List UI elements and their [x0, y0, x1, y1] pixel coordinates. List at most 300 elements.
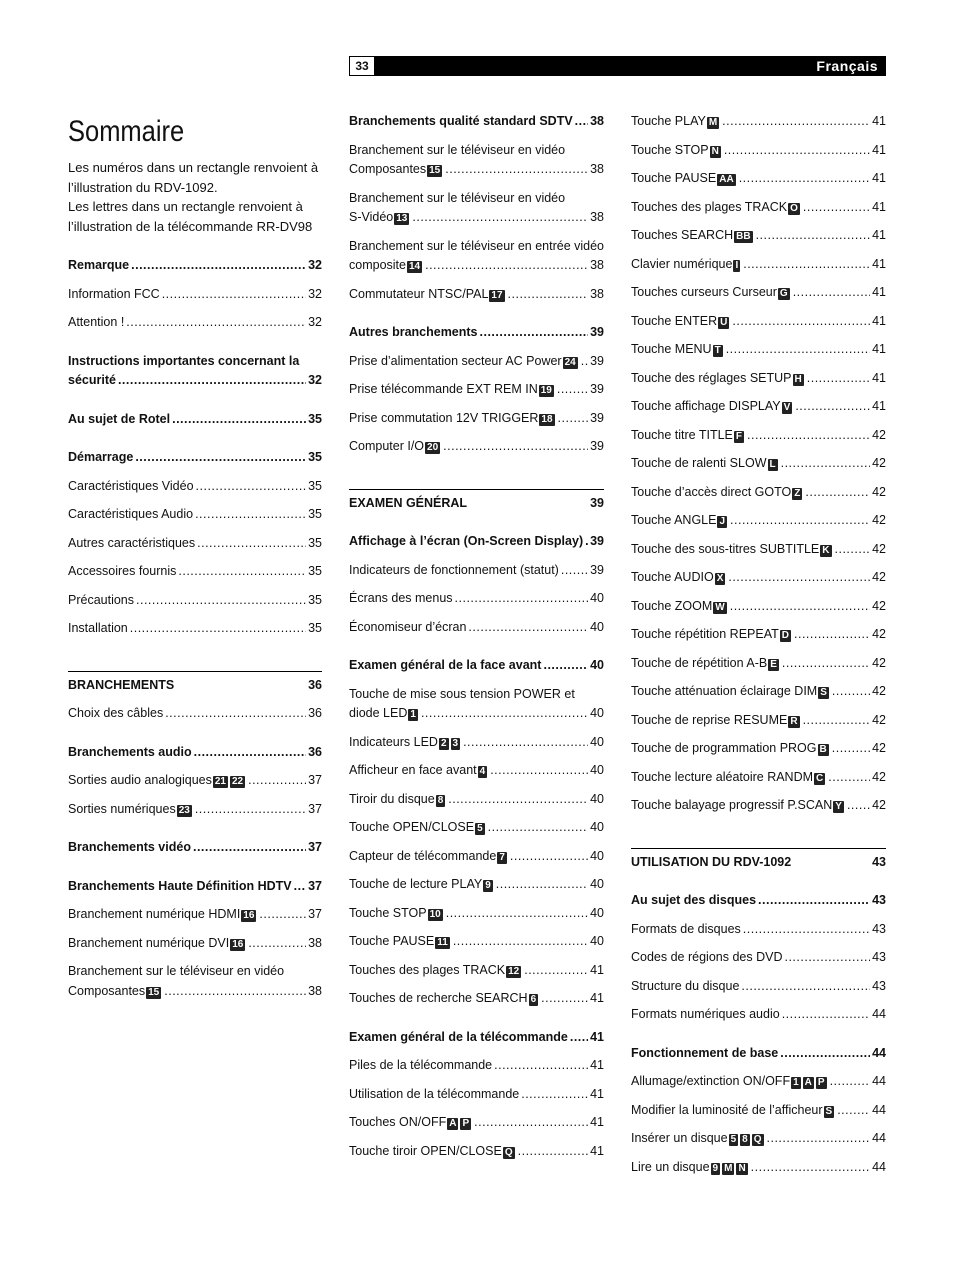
- toc-subheading[interactable]: [68, 838, 322, 858]
- toc-entry[interactable]: [68, 534, 322, 554]
- toc-entry[interactable]: [631, 597, 886, 617]
- entry-text: Touche de ralenti SLOW: [631, 456, 767, 470]
- entry-text: Caractéristiques Vidéo: [68, 478, 194, 493]
- toc-entry[interactable]: [631, 169, 886, 189]
- intro-text: [68, 158, 322, 236]
- entry-page: 41: [872, 228, 886, 242]
- toc-column-3: [631, 112, 886, 1177]
- toc-entry[interactable]: [68, 313, 322, 333]
- entry-page: 39: [590, 382, 604, 396]
- entry-text: Fonctionnement de base: [631, 1045, 779, 1060]
- toc-entry[interactable]: [631, 1005, 886, 1025]
- dot-leader: [194, 743, 306, 763]
- dot-leader: [448, 790, 588, 810]
- toc-entry[interactable]: [631, 948, 886, 968]
- entry-text: Attention !: [68, 315, 125, 329]
- entry-page: 39: [590, 325, 604, 339]
- entry-text: Touche des sous-titres SUBTITLE: [631, 541, 820, 556]
- toc-entry[interactable]: [349, 733, 604, 753]
- entry-text: Insérer un disque: [631, 1131, 728, 1145]
- toc-entry[interactable]: [631, 454, 886, 474]
- callout-badge: L: [769, 459, 776, 470]
- entry-text: Touche PLAY: [631, 114, 706, 128]
- entry-text: Branchements vidéo: [68, 840, 191, 854]
- entry-page: 41: [872, 370, 886, 385]
- callout-badge: N: [738, 1162, 746, 1174]
- entry-text: Structure du disque: [631, 978, 740, 993]
- toc-entry[interactable]: [631, 1101, 886, 1121]
- entry-page: 43: [872, 921, 886, 936]
- dot-leader: [743, 920, 870, 940]
- entry-text: Accessoires fournis: [68, 564, 177, 578]
- toc-entry[interactable]: [68, 934, 322, 954]
- toc-entry[interactable]: [631, 1129, 886, 1149]
- toc-entry[interactable]: [349, 1113, 604, 1133]
- dot-leader: [794, 625, 870, 645]
- section-label: EXAMEN GÉNÉRAL: [349, 495, 468, 510]
- entry-page: 44: [872, 1131, 886, 1145]
- toc-subheading[interactable]: [349, 656, 604, 676]
- dot-leader: [135, 448, 306, 468]
- toc-entry[interactable]: [631, 796, 886, 816]
- entry-text: Formats de disques: [631, 921, 741, 936]
- toc-subheading[interactable]: [631, 891, 886, 911]
- toc-entry[interactable]: [349, 989, 604, 1009]
- dot-leader: [828, 768, 870, 788]
- dot-leader: [807, 369, 870, 389]
- entry-text: Examen général de la face avant: [349, 658, 542, 672]
- toc-subheading[interactable]: [349, 323, 604, 343]
- callout-badge: A: [449, 1118, 457, 1129]
- toc-entry[interactable]: [68, 704, 322, 724]
- entry-text: Instructions importantes concernant la: [68, 353, 300, 368]
- toc-entry[interactable]: [631, 625, 886, 645]
- entry-page: 32: [308, 286, 322, 301]
- entry-page: 39: [590, 353, 604, 368]
- dot-leader: [518, 1142, 588, 1162]
- toc-entry[interactable]: [349, 141, 604, 180]
- dot-leader: [724, 141, 870, 161]
- dot-leader: [585, 532, 588, 552]
- entry-page: 35: [308, 478, 322, 493]
- entry-page: 38: [308, 983, 322, 998]
- callout-badge: 14: [408, 261, 421, 272]
- toc-entry[interactable]: [631, 1158, 886, 1178]
- callout-badge: T: [714, 345, 721, 356]
- entry-text: Écrans des menus: [349, 591, 453, 605]
- toc-entry[interactable]: [349, 1085, 604, 1105]
- toc-entry[interactable]: [349, 847, 604, 867]
- dot-leader: [781, 454, 870, 474]
- callout-badge: 1: [793, 1077, 799, 1088]
- entry-text: Touches des plages TRACK: [349, 962, 506, 977]
- toc-entry[interactable]: [631, 568, 886, 588]
- dot-leader: [445, 160, 588, 180]
- entry-text: Touche de répétition A-B: [631, 655, 768, 670]
- toc-entry[interactable]: [631, 312, 886, 332]
- toc-entry[interactable]: [349, 352, 604, 372]
- toc-list: [631, 112, 886, 1177]
- toc-subheading[interactable]: [349, 1028, 604, 1048]
- toc-entry[interactable]: [631, 426, 886, 446]
- entry-text: Branchements audio: [68, 744, 192, 759]
- toc-entry[interactable]: [631, 112, 886, 132]
- dot-leader: [782, 1005, 870, 1025]
- toc-section-heading[interactable]: [631, 848, 886, 873]
- dot-leader: [468, 618, 588, 638]
- callout-badge: 22: [231, 776, 244, 787]
- dot-leader: [463, 733, 588, 753]
- entry-text: Touche répétition REPEAT: [631, 627, 779, 641]
- toc-entry[interactable]: [631, 768, 886, 788]
- toc-entry[interactable]: [349, 237, 604, 276]
- dot-leader: [490, 761, 588, 781]
- entry-text: Branchement sur le téléviseur en vidéo: [349, 142, 566, 157]
- callout-badge: R: [790, 715, 798, 727]
- callout-badge: J: [719, 516, 726, 527]
- dot-leader: [581, 352, 588, 372]
- callout-badge: 16: [243, 910, 255, 921]
- toc-entry[interactable]: [349, 285, 604, 305]
- toc-entry[interactable]: [349, 618, 604, 638]
- entry-text: Touche de reprise RESUME: [631, 712, 788, 727]
- entry-page: 40: [590, 658, 604, 672]
- entry-page: 38: [590, 114, 604, 128]
- page-number: 33: [349, 56, 375, 76]
- dot-leader: [541, 989, 588, 1009]
- callout-badge: 11: [437, 937, 448, 948]
- toc-entry[interactable]: [68, 477, 322, 497]
- entry-text: Touches des plages TRACK: [631, 199, 788, 214]
- entry-text: Examen général de la télécommande: [349, 1029, 568, 1044]
- toc-entry[interactable]: [631, 739, 886, 759]
- entry-page: 38: [590, 258, 604, 272]
- toc-entry[interactable]: [68, 505, 322, 525]
- entry-text: Touche STOP: [349, 905, 427, 920]
- callout-badge: Y: [835, 801, 842, 812]
- dot-leader: [421, 704, 588, 724]
- entry-page: 40: [590, 905, 604, 920]
- toc-entry[interactable]: [349, 189, 604, 228]
- toc-entry[interactable]: [68, 905, 322, 925]
- entry-text: Remarque: [68, 258, 130, 272]
- entry-text: Précautions: [68, 592, 135, 607]
- dot-leader: [172, 410, 306, 430]
- toc-subheading[interactable]: [631, 1044, 886, 1064]
- dot-leader: [165, 704, 306, 724]
- entry-text: Touche titre TITLE: [631, 427, 733, 442]
- entry-page: 37: [308, 878, 322, 893]
- dot-leader: [248, 934, 306, 954]
- dot-leader: [747, 426, 870, 446]
- entry-page: 32: [308, 315, 322, 329]
- entry-page: 41: [590, 991, 604, 1005]
- toc-subheading[interactable]: [68, 410, 322, 430]
- entry-text: Branchement sur le téléviseur en entrée vidéo: [349, 238, 605, 253]
- toc-entry[interactable]: [631, 340, 886, 360]
- dot-leader: [521, 1085, 588, 1105]
- toc-entry[interactable]: [349, 932, 604, 952]
- entry-page: 41: [872, 114, 886, 128]
- page-header-bar: [349, 56, 886, 76]
- entry-page: 40: [590, 763, 604, 777]
- dot-leader: [803, 711, 871, 731]
- callout-badge: O: [790, 202, 798, 214]
- toc-entry[interactable]: [349, 437, 604, 457]
- entry-text: Piles de la télécommande: [349, 1058, 493, 1072]
- entry-text: Sorties audio analogiques: [68, 773, 212, 787]
- callout-badge: 15: [429, 165, 441, 176]
- entry-text: Tiroir du disque: [349, 791, 435, 806]
- toc-entry[interactable]: [68, 285, 322, 305]
- entry-page: 43: [872, 893, 886, 907]
- entry-text: Touches SEARCH: [631, 228, 734, 242]
- callout-badge: BB: [736, 231, 751, 242]
- toc-entry[interactable]: [631, 369, 886, 389]
- entry-page: 37: [308, 907, 322, 921]
- callout-badge: N: [711, 145, 719, 157]
- toc-entry[interactable]: [349, 761, 604, 781]
- callout-badge: 8: [742, 1134, 748, 1145]
- dot-leader: [832, 739, 870, 759]
- callout-badge: P: [817, 1077, 825, 1088]
- toc-entry[interactable]: [631, 682, 886, 702]
- dot-leader: [412, 208, 588, 228]
- entry-text: Au sujet des disques: [631, 893, 757, 907]
- section-page: 43: [872, 854, 886, 869]
- callout-badge: B: [819, 744, 827, 755]
- callout-badge: 19: [540, 385, 552, 396]
- entry-page: 39: [590, 439, 604, 453]
- toc-entry[interactable]: [68, 619, 322, 639]
- entry-text: Touche STOP: [631, 142, 709, 157]
- section-page: 39: [590, 495, 604, 510]
- dot-leader: [558, 409, 589, 429]
- dot-leader: [561, 561, 588, 581]
- entry-page: 40: [590, 877, 604, 891]
- entry-page: 42: [872, 484, 886, 499]
- toc-entry[interactable]: [631, 226, 886, 246]
- toc-entry[interactable]: [349, 685, 604, 724]
- dot-leader: [443, 437, 588, 457]
- entry-page: 42: [872, 655, 886, 670]
- entry-text: Choix des câbles: [68, 706, 164, 720]
- toc-entry[interactable]: [349, 1142, 604, 1162]
- entry-text: Composantes: [349, 162, 427, 176]
- toc-entry[interactable]: [349, 561, 604, 581]
- dot-leader: [758, 891, 870, 911]
- dot-leader: [425, 256, 588, 276]
- entry-page: 41: [590, 1143, 604, 1158]
- dot-leader: [830, 1072, 871, 1092]
- toc-list: [68, 236, 322, 1001]
- entry-text: Codes de régions des DVD: [631, 950, 783, 964]
- toc-entry[interactable]: [68, 962, 322, 1001]
- entry-page: 37: [308, 801, 322, 816]
- entry-text: Touche de mise sous tension POWER et: [349, 686, 575, 701]
- toc-entry[interactable]: [349, 875, 604, 895]
- entry-text: Touche de programmation PROG: [631, 741, 817, 755]
- entry-text: Touches ON/OFF: [349, 1115, 447, 1129]
- entry-text: diode LED: [349, 706, 408, 720]
- section-label: BRANCHEMENTS: [68, 677, 175, 692]
- entry-text: Computer I/O: [349, 439, 425, 453]
- entry-text: Installation: [68, 621, 128, 635]
- entry-page: 37: [308, 773, 322, 787]
- entry-text: Branchement numérique HDMI: [68, 907, 241, 921]
- callout-badge: 4: [479, 766, 486, 777]
- toc-section-heading[interactable]: [68, 671, 322, 696]
- toc-subheading[interactable]: [68, 448, 322, 468]
- dot-leader: [793, 283, 870, 303]
- callout-badge: 5: [730, 1134, 737, 1145]
- dot-leader: [732, 312, 870, 332]
- entry-page: 41: [872, 256, 886, 271]
- section-label: UTILISATION DU RDV-1092: [631, 854, 792, 869]
- entry-page: 41: [590, 1058, 604, 1072]
- dot-leader: [722, 112, 870, 132]
- toc-section-heading[interactable]: [349, 489, 604, 514]
- toc-entry[interactable]: [68, 800, 322, 820]
- callout-badge: AA: [719, 174, 734, 185]
- toc-entry[interactable]: [631, 397, 886, 417]
- dot-leader: [803, 198, 870, 218]
- entry-text: Prise télécommande EXT REM IN: [349, 382, 538, 396]
- entry-page: 41: [872, 199, 886, 214]
- toc-entry[interactable]: [631, 483, 886, 503]
- dot-leader: [543, 656, 588, 676]
- entry-text: Formats numériques audio: [631, 1007, 780, 1021]
- dot-leader: [780, 1044, 870, 1064]
- toc-entry[interactable]: [349, 961, 604, 981]
- entry-page: 39: [590, 562, 604, 577]
- entry-page: 42: [872, 798, 886, 812]
- dot-leader: [474, 1113, 588, 1133]
- toc-entry[interactable]: [631, 540, 886, 560]
- dot-leader: [178, 562, 306, 582]
- callout-badge: I: [735, 259, 739, 271]
- toc-entry[interactable]: [631, 711, 886, 731]
- callout-badge: V: [783, 402, 791, 413]
- dot-leader: [446, 904, 588, 924]
- page-title: Sommaire: [68, 115, 185, 148]
- entry-text: Indicateurs de fonctionnement (statut): [349, 562, 559, 577]
- dot-leader: [197, 534, 306, 554]
- entry-text: Touche PAUSE: [631, 171, 717, 185]
- entry-page: 44: [872, 1045, 886, 1060]
- toc-subheading[interactable]: [349, 112, 604, 132]
- entry-page: 37: [308, 840, 322, 854]
- toc-entry[interactable]: [349, 790, 604, 810]
- toc-entry[interactable]: [349, 409, 604, 429]
- toc-entry[interactable]: [68, 771, 322, 791]
- entry-text: Touche tiroir OPEN/CLOSE: [349, 1143, 502, 1158]
- toc-entry[interactable]: [631, 1072, 886, 1092]
- callout-badge: D: [781, 630, 789, 641]
- dot-leader: [805, 483, 870, 503]
- entry-page: 35: [308, 411, 322, 426]
- toc-subheading[interactable]: [68, 352, 322, 391]
- entry-text: Afficheur en face avant: [349, 763, 477, 777]
- dot-leader: [453, 932, 588, 952]
- toc-subheading[interactable]: [68, 256, 322, 276]
- callout-badge: 1: [410, 709, 416, 720]
- entry-text: Composantes: [68, 983, 146, 998]
- toc-entry[interactable]: [68, 591, 322, 611]
- dot-leader: [832, 682, 870, 702]
- callout-badge: W: [715, 601, 725, 613]
- callout-badge: F: [735, 430, 743, 442]
- toc-entry[interactable]: [631, 977, 886, 997]
- callout-badge: 16: [232, 938, 244, 950]
- toc-entry[interactable]: [631, 920, 886, 940]
- entry-text: Branchement numérique DVI: [68, 935, 230, 950]
- dot-leader: [195, 800, 306, 820]
- entry-text: Caractéristiques Audio: [68, 507, 194, 521]
- dot-leader: [728, 568, 870, 588]
- dot-leader: [455, 589, 589, 609]
- entry-page: 41: [872, 285, 886, 299]
- toc-subheading[interactable]: [68, 877, 322, 897]
- entry-text: Touches curseurs Curseur: [631, 285, 777, 299]
- toc-entry[interactable]: [631, 283, 886, 303]
- entry-page: 40: [590, 820, 604, 834]
- dot-leader: [508, 285, 589, 305]
- dot-leader: [726, 340, 870, 360]
- toc-subheading[interactable]: [68, 743, 322, 763]
- toc-entry[interactable]: [349, 380, 604, 400]
- entry-page: 42: [872, 570, 886, 584]
- dot-leader: [494, 1056, 588, 1076]
- language-label: Français: [816, 58, 878, 74]
- toc-entry[interactable]: [349, 589, 604, 609]
- entry-text: Touche ENTER: [631, 313, 718, 328]
- entry-page: 35: [308, 450, 322, 464]
- entry-page: 35: [308, 564, 322, 578]
- callout-badge: 8: [437, 794, 444, 806]
- dot-leader: [136, 591, 306, 611]
- entry-page: 35: [308, 535, 322, 550]
- toc-entry[interactable]: [631, 198, 886, 218]
- toc-subheading[interactable]: [349, 532, 604, 552]
- entry-text: Lire un disque: [631, 1159, 710, 1174]
- entry-text: Touche PAUSE: [349, 934, 435, 948]
- entry-page: 42: [872, 456, 886, 470]
- toc-list: [349, 112, 604, 1161]
- entry-text: Clavier numérique: [631, 256, 733, 271]
- toc-entry[interactable]: [631, 141, 886, 161]
- entry-page: 39: [590, 410, 604, 425]
- toc-entry[interactable]: [631, 654, 886, 674]
- toc-entry[interactable]: [349, 1056, 604, 1076]
- callout-badge: 23: [178, 804, 190, 816]
- entry-text: Affichage à l’écran (On-Screen Display): [349, 534, 584, 548]
- dot-leader: [193, 838, 306, 858]
- toc-entry[interactable]: [631, 255, 886, 275]
- dot-leader: [164, 982, 306, 1002]
- entry-text: Sorties numériques: [68, 801, 176, 816]
- dot-leader: [248, 771, 306, 791]
- entry-page: 40: [590, 934, 604, 948]
- callout-badge: 9: [485, 880, 491, 891]
- toc-entry[interactable]: [631, 511, 886, 531]
- toc-entry[interactable]: [349, 818, 604, 838]
- callout-badge: H: [794, 373, 802, 385]
- entry-text: Touches de recherche SEARCH: [349, 991, 528, 1005]
- entry-page: 39: [590, 534, 604, 548]
- toc-entry[interactable]: [349, 904, 604, 924]
- toc-entry[interactable]: [68, 562, 322, 582]
